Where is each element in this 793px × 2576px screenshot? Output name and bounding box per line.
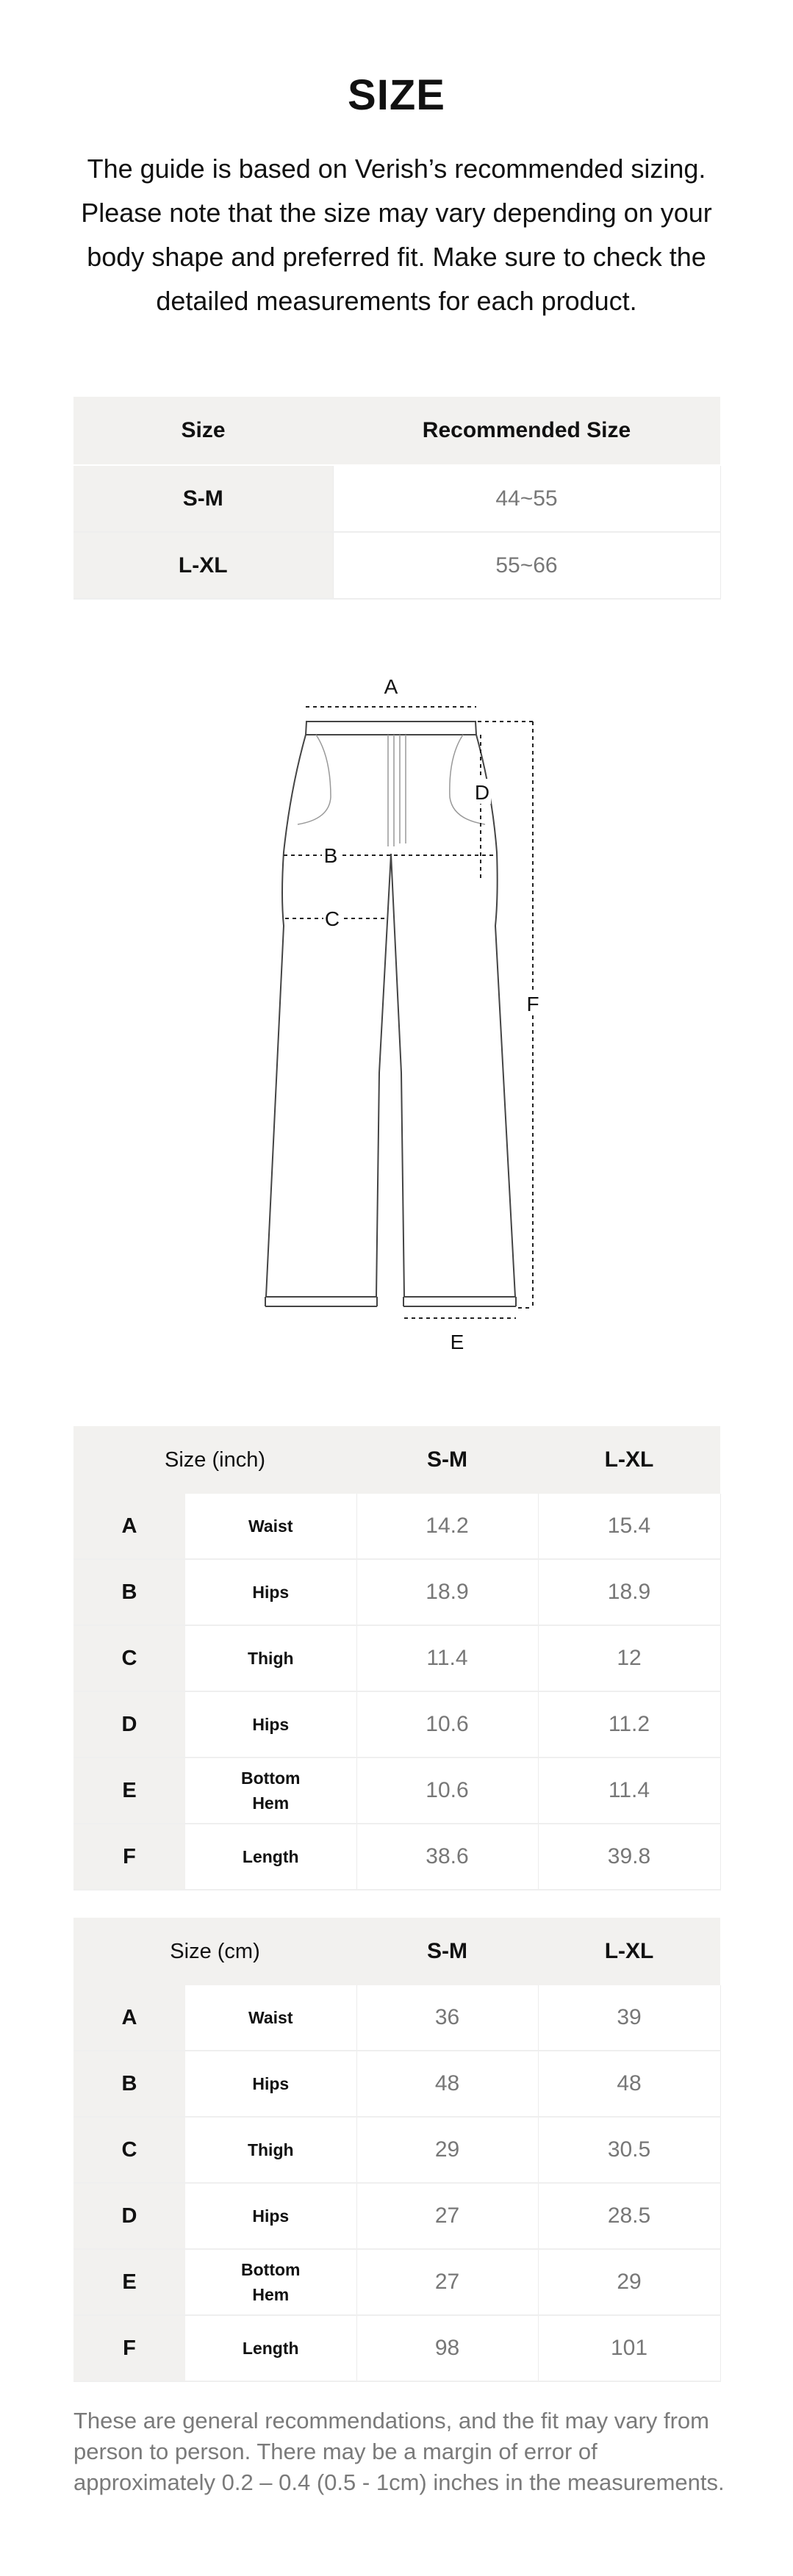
- table-header-row: [73, 1426, 720, 1494]
- row-name: Length: [185, 2315, 356, 2381]
- table-row: [73, 1824, 720, 1890]
- value-sm: 18.9: [356, 1559, 538, 1625]
- table-row: [73, 1691, 720, 1757]
- value-lxl: 39.8: [538, 1824, 720, 1890]
- header-sm: S-M: [356, 1426, 538, 1494]
- value-sm: 27: [356, 2183, 538, 2249]
- size-label: S-M: [73, 465, 333, 532]
- table-row: [73, 1559, 720, 1625]
- intro-text: The guide is based on Verish’s recommended sizing. Please note that the size may vary depending on your body shape and preferred fit. Make sure to check the detailed measurements for each product.: [81, 154, 712, 316]
- header-sm: S-M: [356, 1918, 538, 1985]
- row-name: Waist: [185, 1494, 356, 1559]
- value-lxl: 28.5: [538, 2183, 720, 2249]
- table-row: [73, 465, 720, 532]
- row-name: Hips: [185, 1691, 356, 1757]
- value-sm: 38.6: [356, 1824, 538, 1890]
- row-name: Hips: [185, 2051, 356, 2117]
- row-key: F: [73, 1824, 185, 1890]
- value-lxl: 11.2: [538, 1691, 720, 1757]
- value-sm: 27: [356, 2249, 538, 2315]
- drawstring-right: [400, 735, 406, 843]
- row-key: A: [73, 1985, 185, 2051]
- row-name: Thigh: [185, 2117, 356, 2183]
- left-outer-seam: [266, 735, 306, 1297]
- value-sm: 48: [356, 2051, 538, 2117]
- table-row: [73, 1494, 720, 1559]
- value-sm: 36: [356, 1985, 538, 2051]
- header-size-inch: Size (inch): [73, 1426, 356, 1494]
- table-row: [73, 2249, 720, 2315]
- row-key: E: [73, 1757, 185, 1824]
- table-header-row: [73, 1918, 720, 1985]
- row-name: Length: [185, 1824, 356, 1890]
- value-sm: 10.6: [356, 1691, 538, 1757]
- row-key: C: [73, 1625, 185, 1691]
- table-row: [73, 2183, 720, 2249]
- size-label: L-XL: [73, 532, 333, 599]
- pants-measurement-diagram: [220, 661, 603, 1367]
- row-name-line2: Hem: [252, 2285, 290, 2304]
- row-name-line1: Bottom: [241, 1769, 301, 1788]
- hem-sides: [265, 1297, 516, 1306]
- row-key: A: [73, 1494, 185, 1559]
- value-lxl: 101: [538, 2315, 720, 2381]
- right-inseam: [391, 854, 404, 1297]
- row-name: [185, 1757, 356, 1824]
- table-row: [73, 2051, 720, 2117]
- value-sm: 10.6: [356, 1757, 538, 1824]
- row-key: B: [73, 1559, 185, 1625]
- row-key: E: [73, 2249, 185, 2315]
- label-d: D: [474, 781, 490, 804]
- row-name: Hips: [185, 2183, 356, 2249]
- table-header-row: [73, 397, 720, 465]
- recommended-size-table: [73, 397, 721, 600]
- row-key: B: [73, 2051, 185, 2117]
- value-lxl: 29: [538, 2249, 720, 2315]
- header-recommended-size: Recommended Size: [333, 397, 720, 465]
- cm-measurement-table: [73, 1918, 721, 2382]
- header-lxl: L-XL: [538, 1426, 720, 1494]
- value-sm: 14.2: [356, 1494, 538, 1559]
- inch-measurement-table: [73, 1426, 721, 1890]
- waistband: [306, 722, 476, 735]
- label-a: A: [384, 675, 398, 698]
- right-outer-seam: [476, 735, 515, 1297]
- recommended-value: 44~55: [333, 465, 720, 532]
- value-lxl: 48: [538, 2051, 720, 2117]
- header-lxl: L-XL: [538, 1918, 720, 1985]
- row-name: Hips: [185, 1559, 356, 1625]
- value-sm: 98: [356, 2315, 538, 2381]
- value-lxl: 39: [538, 1985, 720, 2051]
- value-lxl: 11.4: [538, 1757, 720, 1824]
- left-inseam: [376, 854, 391, 1297]
- row-key: D: [73, 1691, 185, 1757]
- label-f: F: [526, 993, 539, 1015]
- row-key: F: [73, 2315, 185, 2381]
- value-lxl: 30.5: [538, 2117, 720, 2183]
- table-row: [73, 2117, 720, 2183]
- footnote: These are general recommendations, and the fit may vary from person to person. There may be a margin of error of approximately 0.2 – 0.4 (0.5 - 1cm) inches in the measurements.: [73, 2408, 725, 2495]
- table-row: [73, 2315, 720, 2381]
- table-row: [73, 1985, 720, 2051]
- value-sm: 11.4: [356, 1625, 538, 1691]
- row-name: Waist: [185, 1985, 356, 2051]
- table-row: [73, 1625, 720, 1691]
- value-sm: 29: [356, 2117, 538, 2183]
- row-key: D: [73, 2183, 185, 2249]
- row-name: Thigh: [185, 1625, 356, 1691]
- value-lxl: 15.4: [538, 1494, 720, 1559]
- page-title: SIZE: [348, 71, 445, 119]
- value-lxl: 12: [538, 1625, 720, 1691]
- table-row: [73, 1757, 720, 1824]
- value-lxl: 18.9: [538, 1559, 720, 1625]
- row-name: [185, 2249, 356, 2315]
- drawstring-left: [388, 735, 394, 846]
- header-size: Size: [73, 397, 333, 465]
- label-e: E: [450, 1331, 464, 1353]
- recommended-value: 55~66: [333, 532, 720, 599]
- header-size-cm: Size (cm): [73, 1918, 356, 1985]
- label-c: C: [324, 907, 340, 930]
- row-name-line2: Hem: [252, 1794, 290, 1813]
- row-key: C: [73, 2117, 185, 2183]
- row-name-line1: Bottom: [241, 2260, 301, 2279]
- table-row: [73, 532, 720, 599]
- pants-illustration: [220, 661, 603, 1367]
- label-b: B: [323, 844, 338, 867]
